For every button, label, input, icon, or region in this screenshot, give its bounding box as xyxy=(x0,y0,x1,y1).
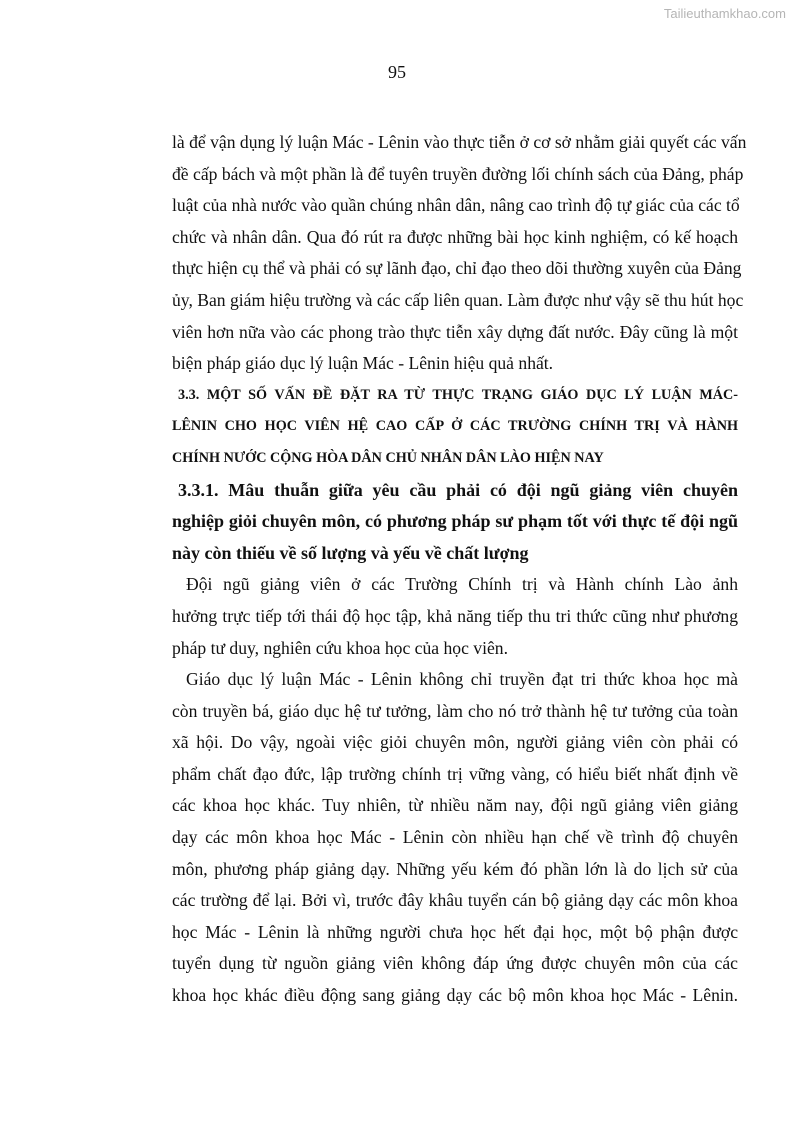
text-line: là để vận dụng lý luận Mác - Lênin vào thực tiễn ở cơ sở nhằm giải quyết các vấn xyxy=(172,132,747,152)
text-line: phẩm chất đạo đức, lập trường chính trị vững vàng, có hiểu biết nhất định về xyxy=(172,763,738,784)
text-line: CHÍNH NƯỚC CỘNG HÒA DÂN CHỦ NHÂN DÂN LÀO HIỆN NAY xyxy=(172,449,604,466)
text-line: thực hiện cụ thể và phải có sự lãnh đạo, chỉ đạo theo dõi thường xuyên của Đảng xyxy=(172,258,742,279)
text-line: dạy các môn khoa học Mác - Lênin còn nhiều hạn chế về trình độ chuyên xyxy=(172,827,738,848)
text-line: này còn thiếu về số lượng và yếu về chất lượng xyxy=(172,542,529,563)
document-body xyxy=(172,127,747,1012)
text-line: nghiệp giỏi chuyên môn, có phương pháp sư phạm tốt với thực tế đội ngũ xyxy=(172,511,738,532)
watermark: Tailieuthamkhao.com xyxy=(663,6,786,21)
text-line: học Mác - Lênin là những người chưa học hết đại học, một bộ phận được xyxy=(172,921,738,942)
paragraph xyxy=(172,569,738,664)
section-heading xyxy=(172,380,738,475)
text-line: các trường để lại. Bởi vì, trước đây khâu tuyển cán bộ giảng dạy các môn khoa xyxy=(172,890,738,911)
text-line: khoa học khác điều động sang giảng dạy các bộ môn khoa học Mác - Lênin. xyxy=(172,985,738,1006)
text-line: ủy, Ban giám hiệu trường và các cấp liên quan. Làm được như vậy sẽ thu hút học xyxy=(172,289,744,310)
text-line: các khoa học khác. Tuy nhiên, từ nhiều năm nay, đội ngũ giảng viên giảng xyxy=(172,795,738,816)
text-line: 3.3.1. Mâu thuẫn giữa yêu cầu phải có đội ngũ giảng viên chuyên xyxy=(178,479,738,500)
text-line: chức và nhân dân. Qua đó rút ra được những bài học kinh nghiệm, có kế hoạch xyxy=(172,226,738,247)
text-line: pháp tư duy, nghiên cứu khoa học của học viên. xyxy=(172,637,508,658)
text-line: viên hơn nữa vào các phong trào thực tiễn xây dựng đất nước. Đây cũng là một xyxy=(172,321,738,342)
text-line: biện pháp giáo dục lý luận Mác - Lênin hiệu quả nhất. xyxy=(172,353,554,374)
text-line: xã hội. Do vậy, ngoài việc giỏi chuyên môn, người giảng viên còn phải có xyxy=(172,732,738,753)
text-line: LÊNIN CHO HỌC VIÊN HỆ CAO CẤP Ở CÁC TRƯỜNG CHÍNH TRỊ VÀ HÀNH xyxy=(172,418,738,435)
text-line: Đội ngũ giảng viên ở các Trường Chính trị và Hành chính Lào ảnh xyxy=(186,574,738,595)
text-line: Giáo dục lý luận Mác - Lênin không chỉ truyền đạt tri thức khoa học mà xyxy=(186,669,738,690)
text-line: tuyển dụng từ nguồn giảng viên không đáp ứng được chuyên môn của các xyxy=(172,953,738,974)
text-line: hưởng trực tiếp tới thái độ học tập, khả năng tiếp thu tri thức cũng như phương xyxy=(172,605,738,626)
paragraph xyxy=(172,127,747,380)
paragraph xyxy=(172,664,738,1012)
page-number: 95 xyxy=(388,62,406,82)
subsection-heading xyxy=(172,475,738,570)
text-line: đề cấp bách và một phần là để tuyên truyền đường lối chính sách của Đảng, pháp xyxy=(172,163,744,184)
text-line: môn, phương pháp giảng dạy. Những yếu kém đó phần lớn là do lịch sử của xyxy=(172,858,738,879)
text-line: 3.3. MỘT SỐ VẤN ĐỀ ĐẶT RA TỪ THỰC TRẠNG GIÁO DỤC LÝ LUẬN MÁC- xyxy=(178,386,738,403)
text-line: luật của nhà nước vào quần chúng nhân dân, nâng cao trình độ tự giác của các tổ xyxy=(172,195,740,216)
text-line: còn truyền bá, giáo dục hệ tư tưởng, làm cho nó trở thành hệ tư tưởng của toàn xyxy=(172,700,738,721)
